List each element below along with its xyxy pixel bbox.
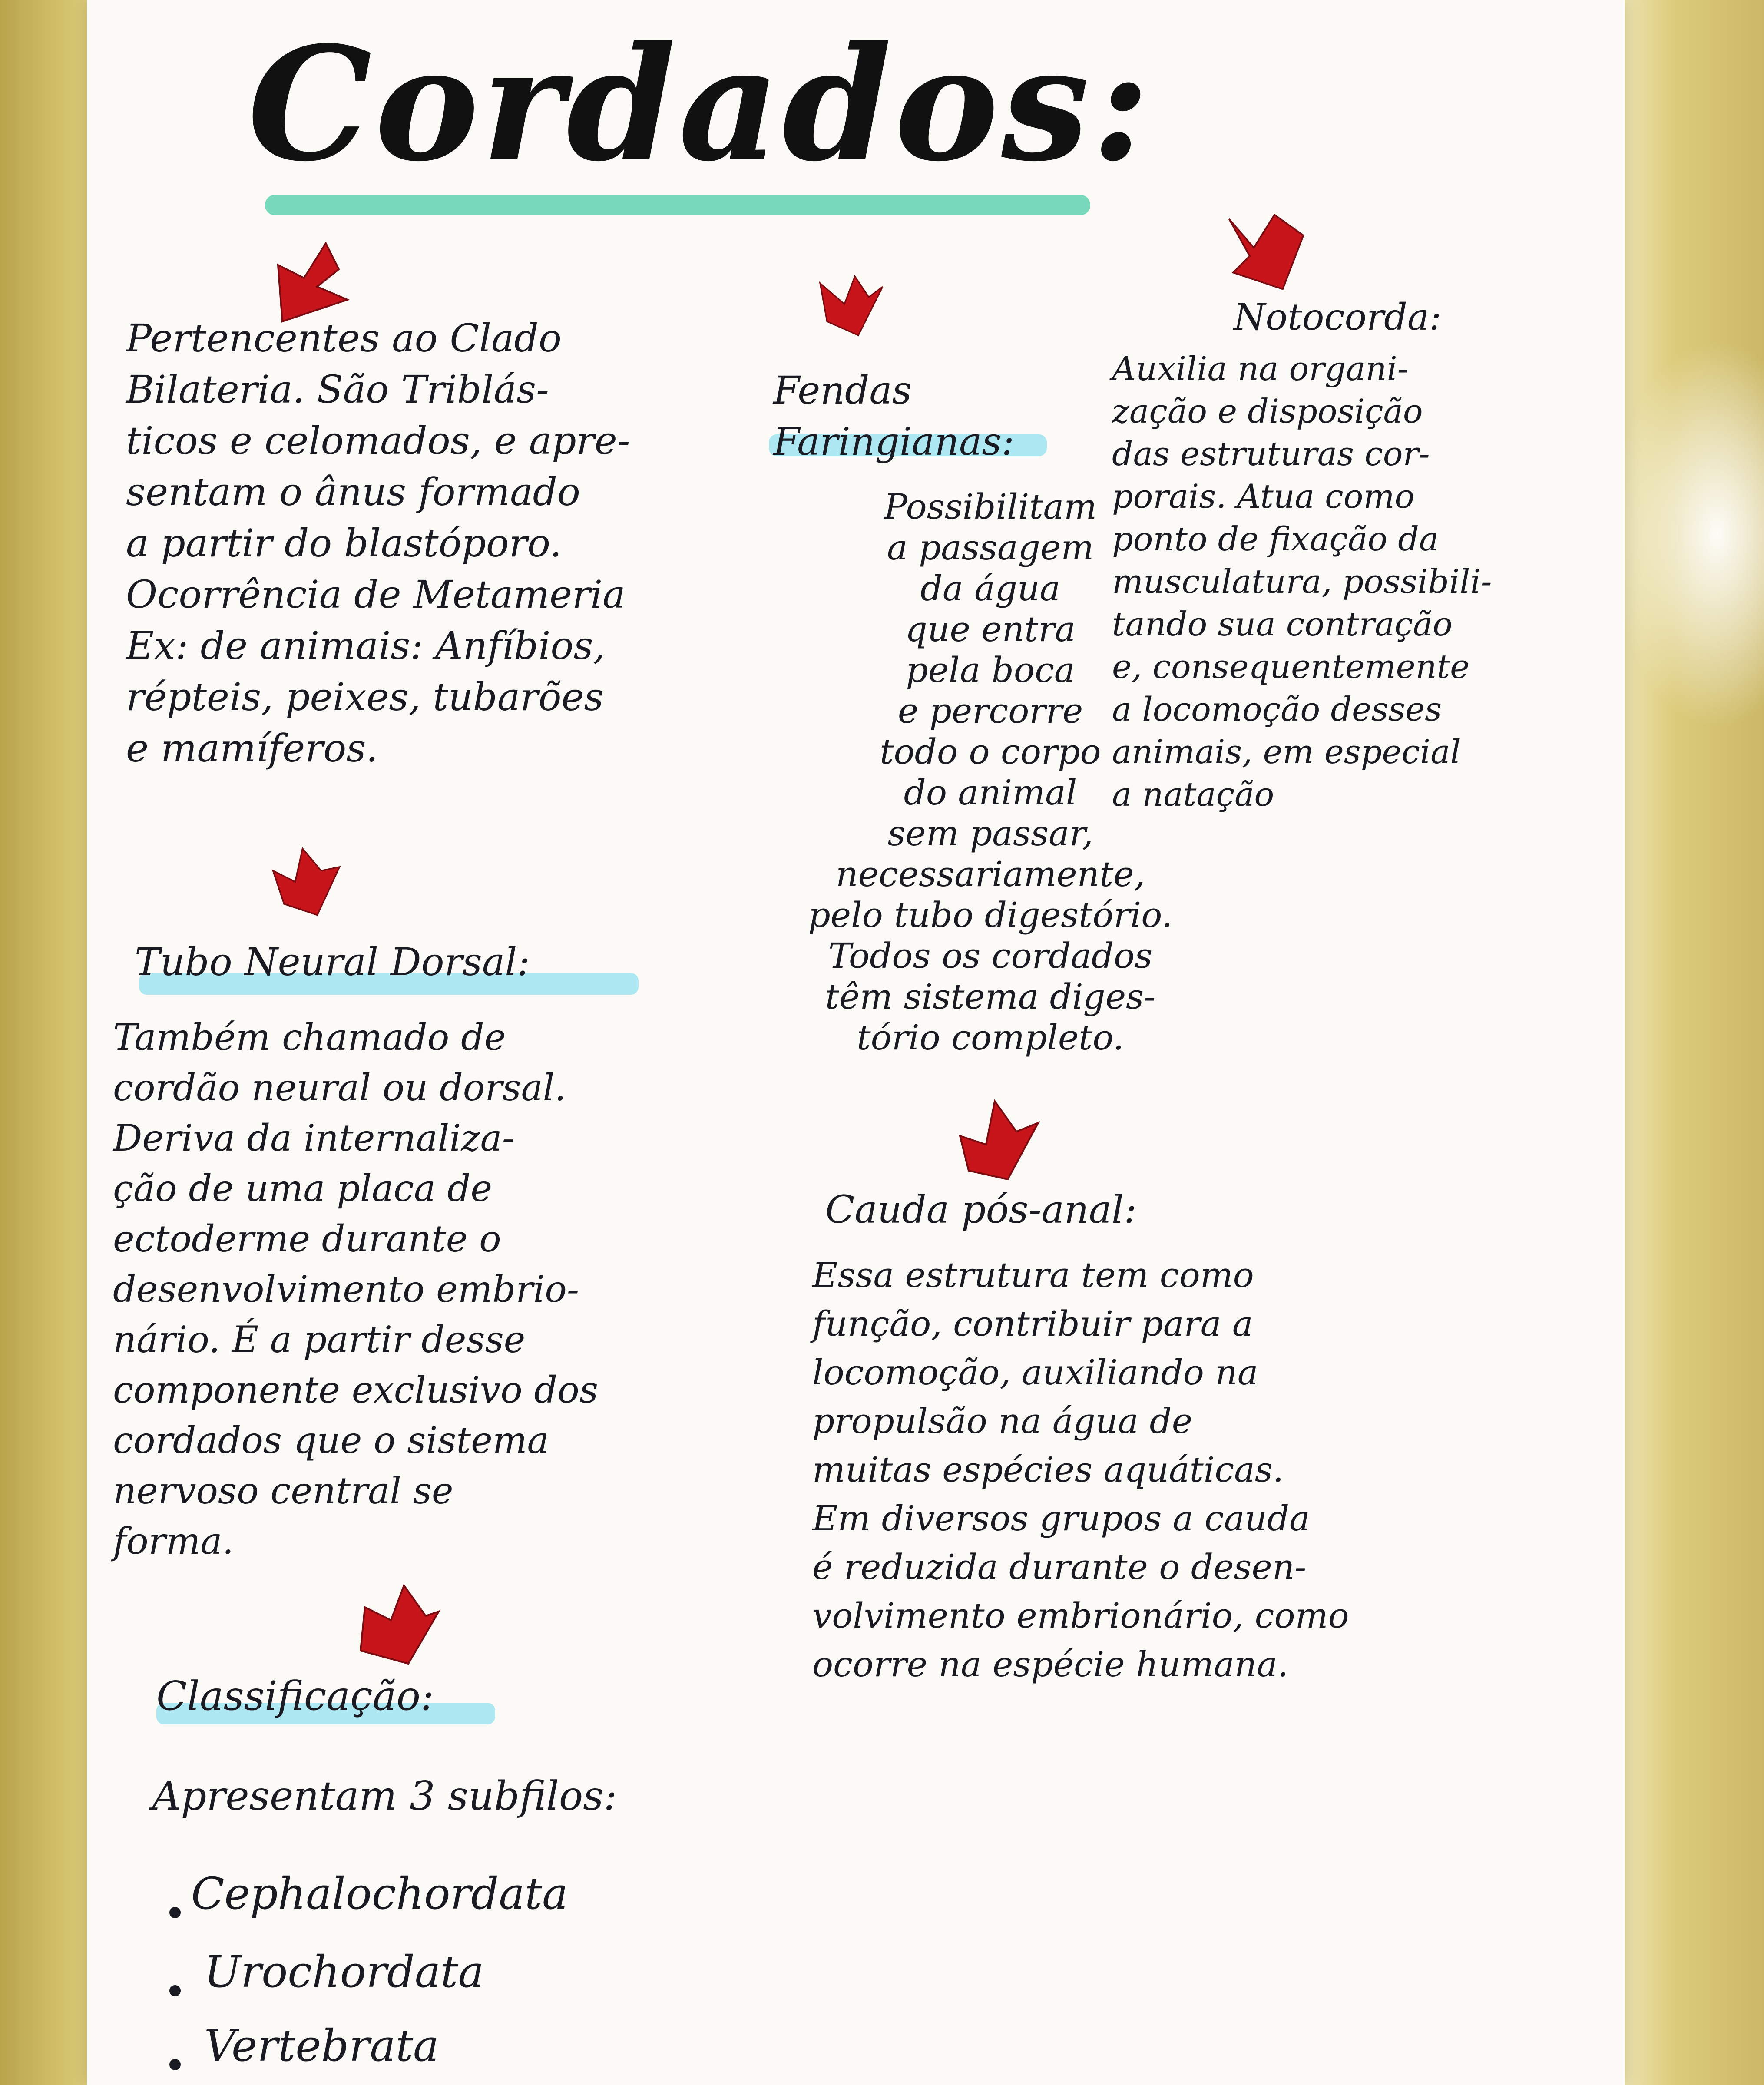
classificacao-heading: Classificação: [156, 1673, 434, 1719]
fendas-text: Possibilitam a passagem da água que entra pela boca e percorre todo o corpo do animal sem passar, necessariamente, pelo tubo digestório. Todos os cordados têm sistema diges- tório completo. [808, 486, 1173, 1058]
arrow-down-icon [956, 1090, 1043, 1190]
bullet-icon [169, 2059, 181, 2070]
notocorda-text: Auxilia na organi- zação e disposição das estruturas cor- porais. Atua como ponto de fixação da musculatura, possibili- tando sua contração e, consequentemente a locomoção desses animais, em especial a natação [1112, 349, 1492, 814]
subfilo-item: Urochordata [204, 1946, 484, 1997]
page-title: Cordados: [248, 12, 1152, 196]
subfilo-item: Vertebrata [204, 2020, 439, 2071]
cauda-text: Essa estrutura tem como função, contribuir para a locomoção, auxiliando na propulsão na água de muitas espécies aquáticas. Em diversos grupos a cauda é reduzida durante o desen- volvimento embrionário, como ocorre na espécie humana. [812, 1255, 1349, 1685]
cauda-heading: Cauda pós-anal: [825, 1187, 1137, 1232]
tubo-heading: Tubo Neural Dorsal: [135, 940, 530, 984]
tubo-text: Também chamado de cordão neural ou dorsal. Deriva da internaliza- ção de uma placa de ectoderme durante o desenvolvimento embrio- nário. É a partir desse componente exclusivo dos cordados que o sistema nervoso central se forma. [113, 1016, 598, 1562]
notocorda-heading: Notocorda: [1234, 296, 1442, 338]
classificacao-intro: Apresentam 3 subfilos: [152, 1773, 617, 1819]
bullet-icon [169, 1907, 181, 1918]
fendas-heading: Fendas Faringianas: [773, 368, 1015, 464]
arrow-down-icon [817, 261, 886, 348]
light-glare [1607, 339, 1764, 730]
bullet-icon [169, 1985, 181, 1996]
arrow-down-icon [1225, 208, 1307, 295]
bilateria-text: Pertencentes ao Clado Bilateria. São Triblás- ticos e celomados, e apre- sentam o ânus formado a partir do blastóporo. Ocorrência de Metameria Ex: de animais: Anfíbios, répteis, peixes, tubarões e mamíferos. [126, 316, 630, 771]
arrow-down-icon [269, 838, 343, 925]
arrow-down-icon [356, 1577, 443, 1672]
table-surface-right [1616, 0, 1764, 2085]
subfilo-item: Cephalochordata [191, 1868, 568, 1919]
title-underline [265, 195, 1090, 215]
